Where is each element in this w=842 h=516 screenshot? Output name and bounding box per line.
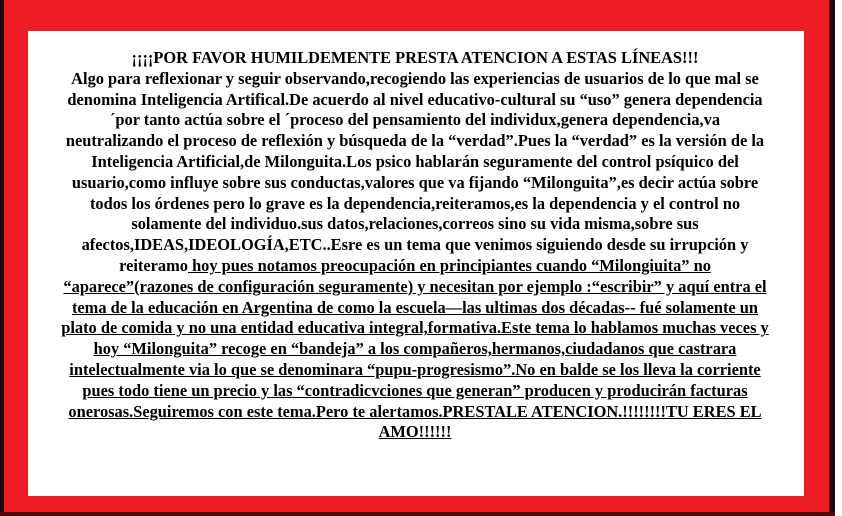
notice-text (60, 48, 770, 443)
frame-edge-bottom (0, 512, 842, 516)
notice-body: Algo para reflexionar y seguir observando,recogiendo las experiencias de usuarios de lo que mal se denomina Inteligencia Artifical.De acuerdo al nivel educativo-cultural su “uso” genera dependencia ´por tanto actúa sobre el ´proceso del pensamiento del individux,genera dependencia,va neutralizando el proceso de reflexión y búsqueda de la “verdad”.Pues la “verdad” es la versión de la Inteligencia Artificial,de Milonguita.Los psico hablarán seguramente del control psíquico del usuario,como influye sobre sus conductas,valores que va fijando “Milonguita”,es decir actúa sobre todos los órdenes pero lo grave es la dependencia,reiteramos,es la dependencia y el control no solamente del individuo.sus datos,relaciones,correos sino su vida misma,sobre sus afectos,IDEAS,IDEOLOGÍA,ETC..Esre es un tema que venimos siguiendo desde su irrupción y reiteramo (65, 68, 765, 275)
frame-edge-left (0, 0, 4, 516)
notice-heading: ¡¡¡¡POR FAVOR HUMILDEMENTE PRESTA ATENCION A ESTAS LÍNEAS!!! (131, 48, 699, 67)
notice-body-underlined: hoy pues notamos preocupación en principiantes cuando “Milongiuita” no “aparece”(razones de configuración seguramente) y necesitan por ejemplo :“escribir” y aquí entra el tema de la educación en Argentina de como la escuela—las ultimas dos décadas-- fué solamente un plato de comida y no una entidad educativa integral,formativa.Este tema lo hablamos muchas veces y hoy “Milonguita” recoge en “bandeja” a los compañeros,hermanos,ciudadanos que castrara intelectualmente via lo que se denominara “pupu-progresismo”.No en balde se los lleva la corriente pues todo tiene un precio y las “contradicvciones que generan” producen y producirán facturas onerosas.Seguiremos con este tema.Pero te alertamos.PRESTALE ATENCION.!!!!!!!!TU ERES EL AMO!!!!!! (61, 255, 769, 442)
page-margin-right (835, 0, 842, 516)
